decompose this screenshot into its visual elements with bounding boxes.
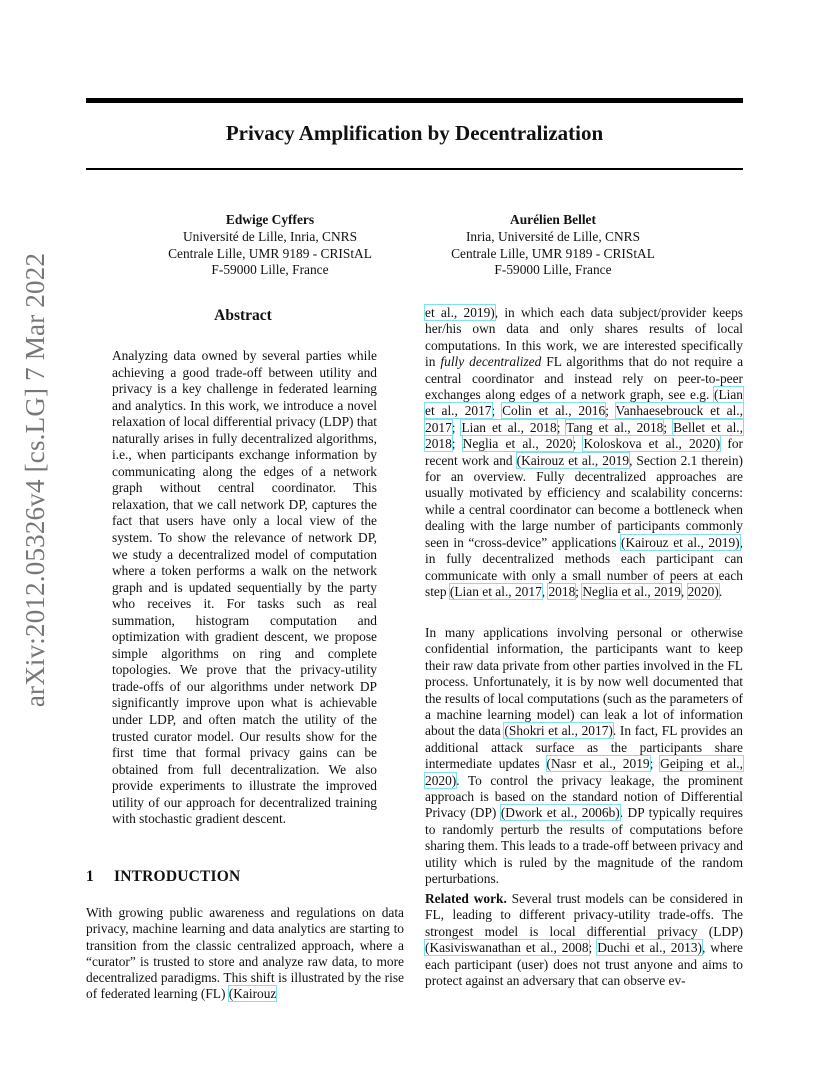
- citation-link[interactable]: (Lian et al., 2017: [425, 387, 743, 419]
- citation-link[interactable]: (Shokri et al., 2017): [504, 723, 613, 739]
- top-rule: [86, 98, 743, 103]
- paragraph-text: . DP typically requires to randomly perturb the results of computations before sharing them. This leads to a trade-off between privacy and utility which is ruled by the magnitude of the random perturbations.: [425, 805, 743, 887]
- abstract-text: Analyzing data owned by several parties while achieving a good trade-off between utility and privacy is a key challenge in federated learning and analytics. In this work, we introduce a novel relaxation of local differential privacy (LDP) that naturally arises in fully decentralized algorithms, i.e., when participants exchange information by communicating along the edges of a network graph without central coordinator. This relaxation, that we call network DP, captures the fact that users have only a local view of the system. To show the relevance of network DP, we study a decentralized model of computation where a token performs a walk on the network graph and is updated sequentially by the party who receives it. For tasks such as real summation, histogram computation and optimization with gradient descent, we propose simple algorithms on ring and complete topologies. We prove that the privacy-utility trade-offs of our algorithms under network DP significantly improve upon what is achievable under LDP, and often match the utility of the trusted curator model. Our results show for the first time that formal privacy gains can be obtained from full decentralization. We also provide experiments to illustrate the improved utility of our approach for decentralized training with stochastic gradient descent.: [112, 348, 377, 827]
- citation-link[interactable]: Geiping et al., 2020): [425, 756, 743, 788]
- intro-paragraph-continued: et al., 2019), in which each data subject/provider keeps her/his own data and only shares results of local computations. In this work, we are interested specifically in fully decentralized FL algorithms that do not require a central coordinator and instead rely on peer-to-peer exchanges along edges of a network graph, see e.g. (Lian et al., 2017; Colin et al., 2016; Vanhaesebrouck et al., 2017; Lian et al., 2018; Tang et al., 2018; Bellet et al., 2018; Neglia et al., 2020; Koloskova et al., 2020) for recent work and (Kairouz et al., 2019, Section 2.1 therein) for an overview. Fully decentralized approaches are usually motivated by efficiency and scalability concerns: while a central coordinator can become a bottleneck when dealing with the large number of participants commonly seen in “cross-device” applications (Kairouz et al., 2019), in fully decentralized methods each participant can communicate with only a small number of peers at each step (Lian et al., 2017, 2018; Neglia et al., 2019, 2020).: [425, 305, 744, 599]
- paper-title: Privacy Amplification by Decentralization: [225, 121, 604, 145]
- runin-heading: Related work.: [425, 891, 507, 906]
- paragraph-text: , Section 2.1 therein) for an overview. Fully decentralized approaches are usually motivated by efficiency and scalability concerns: while a central coordinator can become a bottleneck when dealing with the large number of participants commonly seen in “cross-device” applications: [425, 452, 743, 550]
- section-number: 1: [86, 868, 94, 885]
- paragraph-text: .: [718, 583, 723, 599]
- author-name: Aurélien Bellet: [510, 212, 596, 227]
- paragraph-text: for recent work and: [425, 436, 743, 468]
- arxiv-stamp: arXiv:2012.05326v4 [cs.LG] 7 Mar 2022: [20, 252, 50, 708]
- author-block-1: [120, 212, 420, 279]
- citation-link[interactable]: Lian et al., 2018: [461, 419, 557, 435]
- author-block-2: [403, 212, 703, 279]
- paragraph-text: FL algorithms that do not require a central coordinator and instead rely on peer-to-peer exchanges along edges of a network graph, see e.g.: [425, 354, 744, 403]
- citation-link[interactable]: 2020): [687, 583, 719, 599]
- citation-link[interactable]: (Kairouz et al., 2019: [516, 452, 630, 468]
- citation-link[interactable]: Bellet et al., 2018: [425, 419, 743, 452]
- abstract-heading: Abstract: [214, 307, 272, 324]
- paragraph-text: With growing public awareness and regulations on data privacy, machine learning and data analytics are starting to transition from the classic centralized approach, where a “curator” is trusted to store and analyze raw data, to more decentralized paradigms. This shift is illustrated by the rise of federated learning (FL): [86, 905, 404, 1002]
- author-affiliation: Centrale Lille, UMR 9189 - CRIStAL: [451, 245, 655, 261]
- citation-link[interactable]: (Dwork et al., 2006b): [500, 805, 620, 821]
- author-affiliation: Université de Lille, Inria, CNRS: [182, 228, 358, 244]
- citation-link[interactable]: (Kairouz et al., 2019): [621, 534, 740, 550]
- citation-link[interactable]: Duchi et al., 2013): [597, 940, 702, 956]
- privacy-paragraph: In many applications involving personal or otherwise confidential information, the participants want to keep their raw data private from other parties involved in the FL process. Unfortunately, it is by now well documented that the results of local computations (such as the parameters of a machine learning model) can leak a lot of information about the data (Shokri et al., 2017). In fact, FL provides an additional attack surface as the participants share intermediate updates (Nasr et al., 2019; Geiping et al., 2020). To control the privacy leakage, the prominent approach is based on the standard notion of Differential Privacy (DP) (Dwork et al., 2006b). DP typically requires to randomly perturb the results of computations before sharing them. This leads to a trade-off between privacy and utility which is ruled by the magnitude of the random perturbations.: [425, 625, 743, 887]
- citation-link[interactable]: Colin et al., 2016: [502, 403, 606, 419]
- citation-link[interactable]: et al., 2019): [425, 305, 495, 320]
- paragraph-text: , where each participant (user) does not trust anyone and aims to protect against an adversary that can observe ev-: [425, 940, 743, 989]
- author-affiliation: Centrale Lille, UMR 9189 - CRIStAL: [168, 245, 372, 261]
- author-name: Edwige Cyffers: [225, 212, 315, 227]
- related-work-paragraph: Related work. Several trust models can be considered in FL, leading to different privacy-utility trade-offs. The strongest model is local differential privacy (LDP) (Kasiviswanathan et al., 2008; Duchi et al., 2013), where each participant (user) does not trust anyone and aims to protect against an adversary that can observe ev-: [425, 891, 743, 989]
- citation-link[interactable]: Vanhaesebrouck et al., 2017: [425, 403, 743, 435]
- paragraph-text: . In fact, FL provides an additional attack surface as the participants share intermediate updates: [425, 723, 743, 772]
- paragraph-text: , in fully decentralized methods each participant can communicate with only a small number of peers at each step: [425, 534, 743, 599]
- citation-link[interactable]: (Kairouz: [228, 986, 277, 1002]
- paragraph-text: Several trust models can be considered in FL, leading to different privacy-utility trade-offs. The strongest model is local differential privacy (LDP): [425, 891, 743, 939]
- paragraph-text: , in which each data subject/provider keeps her/his own data and only shares results of local computations. In this work, we are interested specifically in: [425, 305, 743, 370]
- citation-link[interactable]: Neglia et al., 2020: [462, 436, 573, 452]
- title-bottom-rule: [86, 168, 743, 170]
- intro-paragraph: [86, 905, 404, 1003]
- citation-link[interactable]: Neglia et al., 2019: [582, 583, 681, 599]
- citation-link[interactable]: (Lian et al., 2017: [449, 583, 542, 599]
- paragraph-text: In many applications involving personal or otherwise confidential information, the participants want to keep their raw data private from other parties involved in the FL process. Unfortunately, it is by now well documented that the results of local computations (such as the parameters of a machine learning model) can leak a lot of information about the data: [425, 625, 743, 739]
- citation-link[interactable]: (Kasiviswanathan et al., 2008: [425, 940, 589, 956]
- section-title: INTRODUCTION: [114, 868, 241, 885]
- citation-link[interactable]: (Nasr et al., 2019: [546, 756, 650, 772]
- paragraph-text: . To control the privacy leakage, the prominent approach is based on the standard notion of Differential Privacy (DP): [425, 772, 743, 821]
- citation-link[interactable]: 2018: [548, 583, 576, 599]
- author-affiliation: Inria, Université de Lille, CNRS: [465, 228, 641, 244]
- author-address: F-59000 Lille, France: [211, 262, 329, 278]
- citation-link[interactable]: Tang et al., 2018: [566, 419, 664, 435]
- emphasis-text: fully decentralized: [440, 354, 542, 370]
- author-address: F-59000 Lille, France: [494, 262, 612, 278]
- citation-link[interactable]: Koloskova et al., 2020): [583, 436, 721, 452]
- section-heading: [86, 868, 240, 886]
